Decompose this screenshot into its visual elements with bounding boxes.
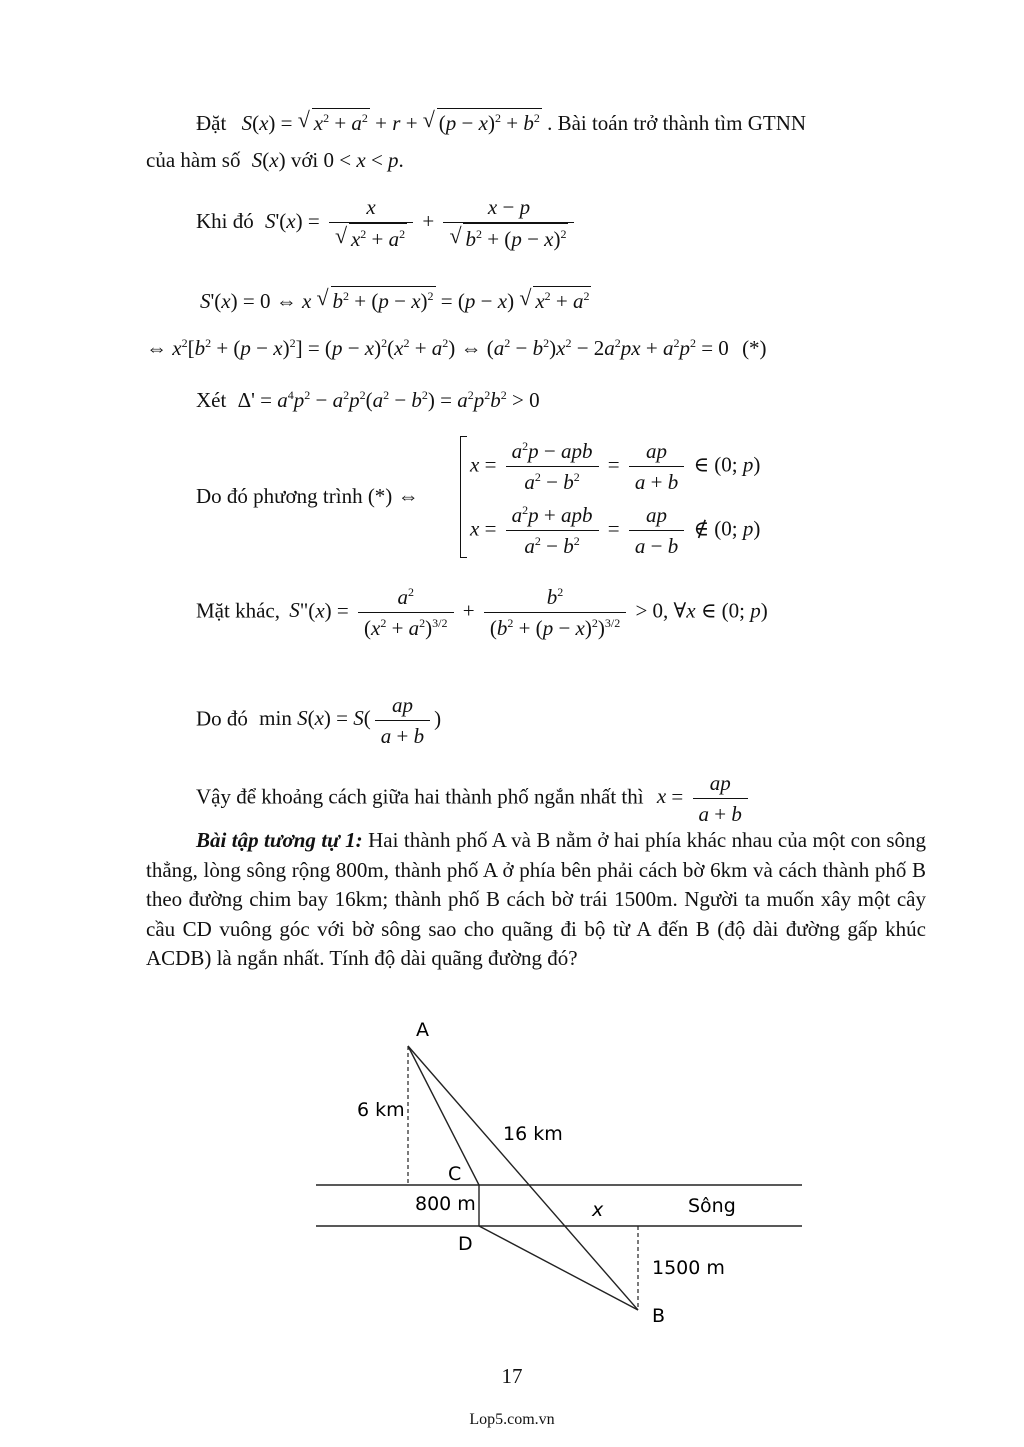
solution-1: x = $\frac{a^2p - apb}{a^2 - b^2}$ = $\frac{ap}{a + b}$ ∈ (0; p) bbox=[470, 436, 760, 497]
domain-line: của hàm số S(x) với 0 < x < p. bbox=[146, 148, 404, 172]
second-derivative-line: Mặt khác, S"(x) = $\frac{a^2}{(x^2 + a^2)^{3/2}}$ + $\frac{b^2}{(b^2 + (p - x)^2)^{3/2}}$ > 0, ∀x ∈ (0; p) bbox=[196, 582, 768, 643]
segment-db bbox=[479, 1226, 638, 1310]
exercise-paragraph bbox=[146, 826, 926, 974]
text-do-do: Do đó bbox=[196, 706, 248, 731]
text-xet: Xét bbox=[196, 388, 227, 412]
page-number: 17 bbox=[501, 1364, 523, 1388]
equation-line-2: ⇔ $x^2[b^2 + (p - x)^2] = (p - x)^2(x^2 + a^2)$ ⇔ $(a^2 - b^2)x^2 - 2a^2px + a^2p^2 = 0$ (*) bbox=[146, 336, 767, 360]
label-d: D bbox=[458, 1233, 473, 1255]
star-label: (*) bbox=[742, 336, 767, 360]
equation-line-1: S'(x) = 0 ⇔ x √ $b^2 + (p - x)^2 = (p - x)$ √ $x^2 + a^2$ bbox=[200, 286, 591, 315]
label-16km: 16 km bbox=[503, 1123, 563, 1145]
text-vay: Vậy để khoảng cách giữa hai thành phố ngắn nhất thì bbox=[196, 784, 644, 809]
text-do-do-phuong-trinh: Do đó phương trình (*) bbox=[196, 484, 393, 508]
label-1500m: 1500 m bbox=[652, 1257, 725, 1279]
river-bridge-figure bbox=[0, 1010, 1024, 1340]
text-voi: với bbox=[290, 148, 319, 172]
label-c: C bbox=[448, 1163, 462, 1185]
text-dat: Đặt bbox=[196, 111, 227, 135]
text-mat-khac: Mặt khác, bbox=[196, 598, 280, 623]
derivative-line: Khi đó S'(x) = x √ $x^2 + a^2$ + x − p √ $b^2 + (p - x)^2$ bbox=[196, 192, 578, 254]
exercise-title: Bài tập tương tự 1: bbox=[196, 828, 363, 852]
solution-2: x = $\frac{a^2p + apb}{a^2 - b^2}$ = $\frac{ap}{a - b}$ ∉ (0; p) bbox=[470, 500, 760, 561]
label-x: x bbox=[592, 1199, 604, 1221]
conclusion-line: Vậy để khoảng cách giữa hai thành phố ngắn nhất thì x = $\frac{ap}{a + b}$ bbox=[196, 768, 752, 829]
text-problem: . Bài toán trở thành tìm GTNN bbox=[547, 111, 807, 135]
label-river: Sông bbox=[688, 1195, 736, 1217]
text-khi-do: Khi đó bbox=[196, 208, 254, 233]
text-cua-ham-so: của hàm số bbox=[146, 148, 241, 172]
site-footer: Lop5.com.vn bbox=[469, 1411, 555, 1428]
solution-bracket bbox=[460, 436, 467, 558]
label-800m: 800 m bbox=[415, 1193, 476, 1215]
label-6km: 6 km bbox=[357, 1099, 405, 1121]
discriminant-line: Xét $\Delta' = a^4p^2 - a^2p^2(a^2 - b^2) = a^2p^2b^2 > 0$ bbox=[196, 388, 540, 412]
min-line: Do đó min S(x) = S( $\frac{ap}{a + b}$ ) bbox=[196, 690, 441, 751]
definition-line: Đặt S(x) = √ $x^2 + a^2 + r$ + √ $(p - x)^2 + b^2$ . Bài toán trở thành tìm GTNN bbox=[196, 108, 806, 137]
segment-ab bbox=[408, 1046, 638, 1310]
exercise-body: Hai thành phố A và B nằm ở hai phía khác nhau của một con sông thẳng, lòng sông rộng 800m, thành phố A ở phía bên phải cách bờ 6km và cách thành phố B theo đường chim bay 16km; thành phố B cách bờ trái 1500m. Người ta muốn xây một cây cầu CD vuông góc với bờ sông sao cho quãng đi bộ từ A đến B (độ dài đường gấp khúc ACDB) là ngắn nhất. Tính độ dài quãng đường đó? bbox=[146, 828, 927, 970]
label-b: B bbox=[652, 1305, 666, 1327]
solutions-intro: Do đó phương trình (*) ⇔ bbox=[196, 484, 419, 508]
label-a: A bbox=[416, 1019, 429, 1041]
